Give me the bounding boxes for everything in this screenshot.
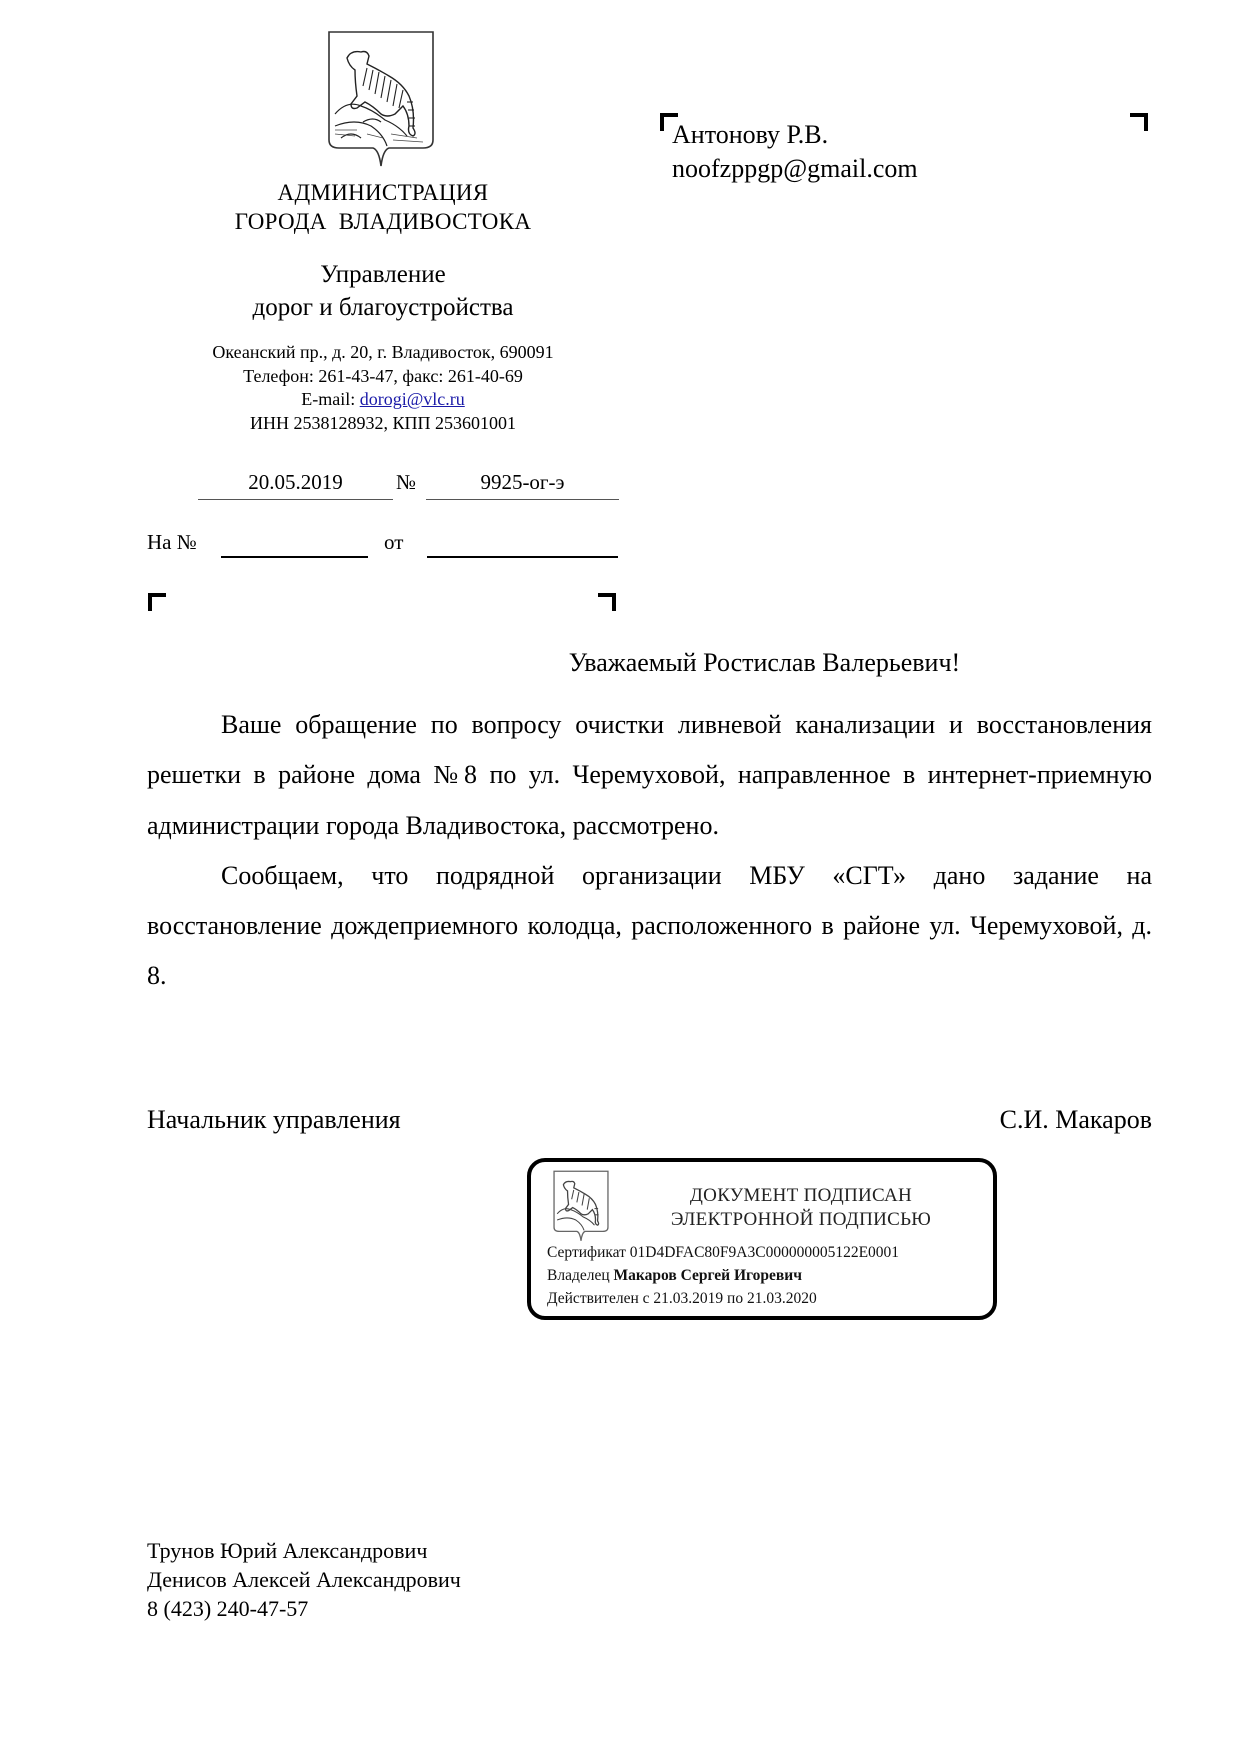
electronic-signature-stamp	[527, 1158, 997, 1320]
document-number: 9925-ог-э	[480, 470, 565, 494]
email-line	[143, 388, 623, 412]
reply-from-label: от	[384, 530, 404, 554]
certificate-line	[547, 1244, 899, 1262]
executors-block	[147, 1536, 461, 1623]
number-sign: №	[396, 470, 417, 494]
owner-name: Макаров Сергей Игоревич	[613, 1267, 802, 1284]
executor-name: Денисов Алексей Александрович	[147, 1567, 461, 1592]
number-underline	[426, 499, 619, 500]
stamp-title-line2: ЭЛЕКТРОННОЙ ПОДПИСЬЮ	[670, 1209, 932, 1230]
valid-to: 21.03.2020	[746, 1290, 817, 1307]
contacts-block	[143, 341, 623, 435]
org-name-line2: ГОРОДА ВЛАДИВОСТОКА	[234, 209, 532, 234]
executor-phone: 8 (423) 240-47-57	[147, 1596, 309, 1621]
reply-number-field	[221, 556, 368, 558]
document-date: 20.05.2019	[248, 470, 343, 494]
phone-fax: Телефон: 261-43-47, факс: 261-40-69	[243, 365, 523, 386]
owner-label: Владелец	[547, 1267, 610, 1284]
signer-title: Начальник управления	[147, 1105, 401, 1134]
stamp-title	[621, 1184, 981, 1232]
reply-date-field	[427, 556, 618, 558]
addressee-email: noofzppgp@gmail.com	[672, 154, 918, 183]
org-name-line1: АДМИНИСТРАЦИЯ	[277, 180, 489, 205]
registration-line	[198, 470, 619, 500]
letter-body	[147, 700, 1152, 1002]
department-name	[143, 258, 623, 324]
valid-from: 21.03.2019	[653, 1290, 724, 1307]
body-paragraph: Сообщаем, что подрядной организации МБУ «СГТ» дано задание на восстановление дождеприемного колодца, расположенного в районе ул. Черемуховой, д. 8.	[147, 860, 1152, 991]
certificate-number: 01D4DFAC80F9A3C000000005122E0001	[629, 1244, 900, 1261]
executor-name: Трунов Юрий Александрович	[147, 1538, 428, 1563]
signer-name: С.И. Макаров	[999, 1105, 1152, 1134]
email-label: E-mail:	[301, 389, 360, 409]
body-paragraph: Ваше обращение по вопросу очистки ливневой канализации и восстановления решетки в районе дома №8 по ул. Черемуховой, направленное в интернет-приемную администрации города Владивостока, рассмотрено.	[147, 710, 1152, 840]
owner-line	[547, 1267, 802, 1285]
stamp-title-line1: ДОКУМЕНТ ПОДПИСАН	[689, 1185, 913, 1206]
corner-bracket-icon	[598, 593, 616, 611]
reply-to-line	[147, 530, 627, 560]
valid-label: Действителен	[547, 1290, 639, 1307]
valid-from-label: с	[642, 1290, 650, 1307]
reply-number-label: На №	[147, 530, 197, 554]
certificate-label: Сертификат	[547, 1244, 626, 1261]
email-link[interactable]: dorogi@vlc.ru	[359, 389, 465, 409]
corner-bracket-icon	[1130, 113, 1148, 131]
salutation: Уважаемый Ростислав Валерьевич!	[568, 648, 961, 677]
corner-bracket-icon	[148, 593, 166, 611]
org-name	[143, 178, 623, 236]
coat-of-arms-icon	[553, 1170, 609, 1242]
addressee-name: Антонову Р.В.	[672, 120, 829, 149]
addressee-block	[672, 118, 918, 186]
valid-to-label: по	[727, 1290, 744, 1307]
coat-of-arms-icon	[327, 30, 435, 168]
date-underline	[198, 499, 393, 500]
department-line2: дорог и благоустройства	[252, 294, 514, 321]
department-line1: Управление	[320, 261, 446, 288]
inn-kpp: ИНН 2538128932, КПП 253601001	[249, 412, 516, 433]
address: Океанский пр., д. 20, г. Владивосток, 690091	[212, 342, 554, 362]
validity-line	[547, 1290, 817, 1308]
